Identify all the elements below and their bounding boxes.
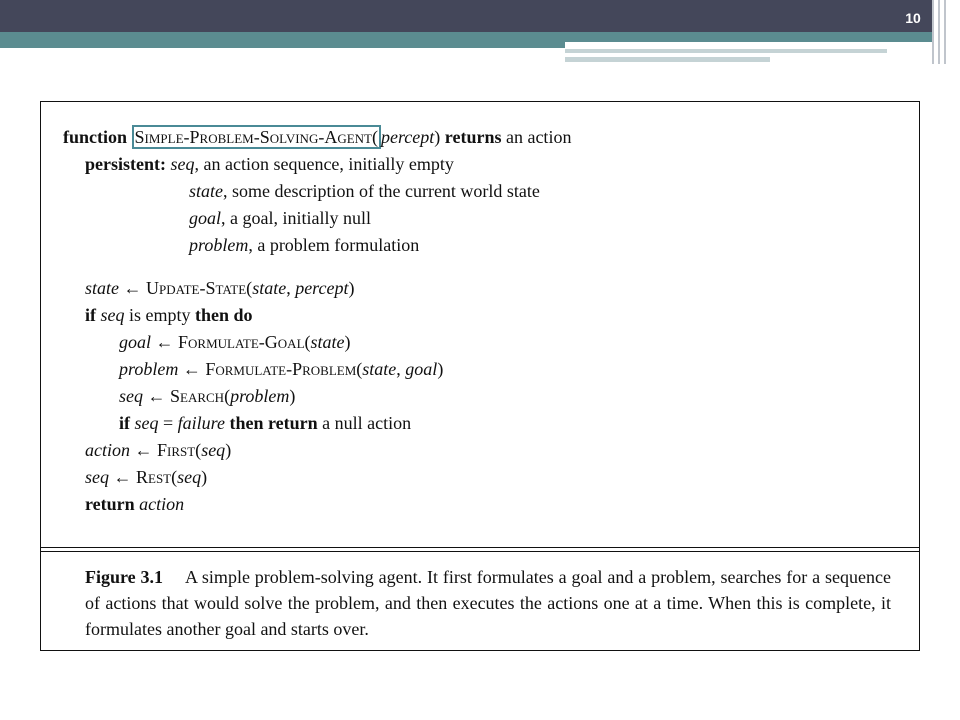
- paren-close: ): [344, 332, 351, 352]
- condition-text: is empty: [124, 305, 195, 325]
- arg: state: [310, 332, 345, 352]
- arg: seq: [177, 467, 202, 487]
- persistent-var: [63, 232, 571, 259]
- var-name: problem: [189, 235, 249, 255]
- persistent-var: [63, 205, 571, 232]
- figure-divider: [41, 551, 919, 552]
- var-name: goal: [189, 208, 222, 228]
- equals-sign: =: [158, 413, 178, 433]
- keyword-return: return: [85, 494, 135, 514]
- persistent-line: [63, 151, 571, 178]
- arg-sep: ,: [286, 278, 296, 298]
- spacer: [63, 259, 571, 275]
- caption-text: A simple problem-solving agent. It first formulates a goal and a problem, searches for a sequence of actions that would solve the problem, and then executes the actions one at a time. When this is complete, it formulates another goal and starts over.: [85, 567, 891, 639]
- decor-vertical-line: [932, 0, 934, 64]
- stmt-rest: [63, 464, 571, 491]
- var-ref: goal: [119, 332, 152, 352]
- var-desc: , a problem formulation: [248, 235, 420, 255]
- arg: percept: [295, 278, 349, 298]
- arg: problem: [230, 386, 290, 406]
- arg: seq: [201, 440, 226, 460]
- arg-sep: ,: [396, 359, 406, 379]
- slide-header-bar: [0, 0, 932, 32]
- caption-label: Figure 3.1: [85, 567, 164, 587]
- keyword-then-do: then do: [195, 305, 253, 325]
- fn-name: Formulate-Goal(: [178, 332, 311, 352]
- function-name-highlight: Simple-Problem-Solving-Agent(: [132, 125, 381, 149]
- var-ref: action: [139, 494, 185, 514]
- figure-caption: [85, 564, 891, 642]
- slide-accent-step: [0, 42, 565, 48]
- algorithm-pseudocode: [63, 124, 571, 518]
- assign-arrow: ←: [143, 386, 170, 406]
- stmt-formulate-problem: [63, 356, 571, 383]
- var-desc: , an action sequence, initially empty: [194, 154, 454, 174]
- var-name: seq: [170, 154, 195, 174]
- paren-close: ): [201, 467, 208, 487]
- keyword-if: if: [119, 413, 130, 433]
- fn-name: Update-State(: [146, 278, 253, 298]
- keyword-returns: returns: [444, 127, 502, 147]
- keyword-persistent: persistent:: [85, 154, 166, 174]
- assign-arrow: ←: [151, 332, 179, 352]
- decor-line: [565, 49, 887, 53]
- stmt-if-failure: [63, 410, 571, 437]
- fn-name: First(: [157, 440, 202, 460]
- stmt-return: [63, 491, 571, 518]
- paren-close: ): [289, 386, 296, 406]
- decor-vertical-line: [938, 0, 940, 64]
- stmt-update-state: [63, 275, 571, 302]
- var-name: state: [189, 181, 223, 201]
- fn-name: Rest(: [136, 467, 178, 487]
- return-desc: an action: [505, 127, 572, 147]
- var-desc: , some description of the current world state: [223, 181, 540, 201]
- keyword-then-return: then return: [229, 413, 318, 433]
- assign-arrow: ←: [119, 278, 146, 298]
- var-ref: state: [85, 278, 119, 298]
- value-failure: failure: [177, 413, 225, 433]
- var-ref: problem: [119, 359, 179, 379]
- stmt-formulate-goal: [63, 329, 571, 356]
- fn-name: Search(: [170, 386, 231, 406]
- arg: state: [362, 359, 397, 379]
- decor-line: [565, 57, 770, 62]
- paren-close: ): [437, 359, 444, 379]
- var-ref: seq: [134, 413, 159, 433]
- return-text: a null action: [317, 413, 412, 433]
- slide-number: 10: [905, 10, 921, 26]
- fn-name: Formulate-Problem(: [205, 359, 363, 379]
- arg: state: [252, 278, 287, 298]
- var-ref: seq: [85, 467, 109, 487]
- figure-box: [40, 101, 920, 651]
- keyword-if: if: [85, 305, 96, 325]
- paren-close: ): [348, 278, 355, 298]
- var-ref: action: [85, 440, 130, 460]
- var-ref: seq: [100, 305, 125, 325]
- paren-close: ): [434, 127, 441, 147]
- function-header: [63, 124, 571, 151]
- assign-arrow: ←: [109, 467, 136, 487]
- stmt-first: [63, 437, 571, 464]
- decor-vertical-line: [944, 0, 946, 64]
- stmt-if-empty: [63, 302, 571, 329]
- var-ref: seq: [119, 386, 143, 406]
- persistent-var: [63, 178, 571, 205]
- keyword-function: function: [63, 127, 128, 147]
- assign-arrow: ←: [130, 440, 157, 460]
- arg: goal: [405, 359, 438, 379]
- var-desc: , a goal, initially null: [221, 208, 371, 228]
- figure-divider: [41, 547, 919, 548]
- paren-close: ): [225, 440, 232, 460]
- stmt-search: [63, 383, 571, 410]
- param-percept: percept: [380, 127, 435, 147]
- slide-accent-bar: [0, 32, 932, 42]
- assign-arrow: ←: [178, 359, 206, 379]
